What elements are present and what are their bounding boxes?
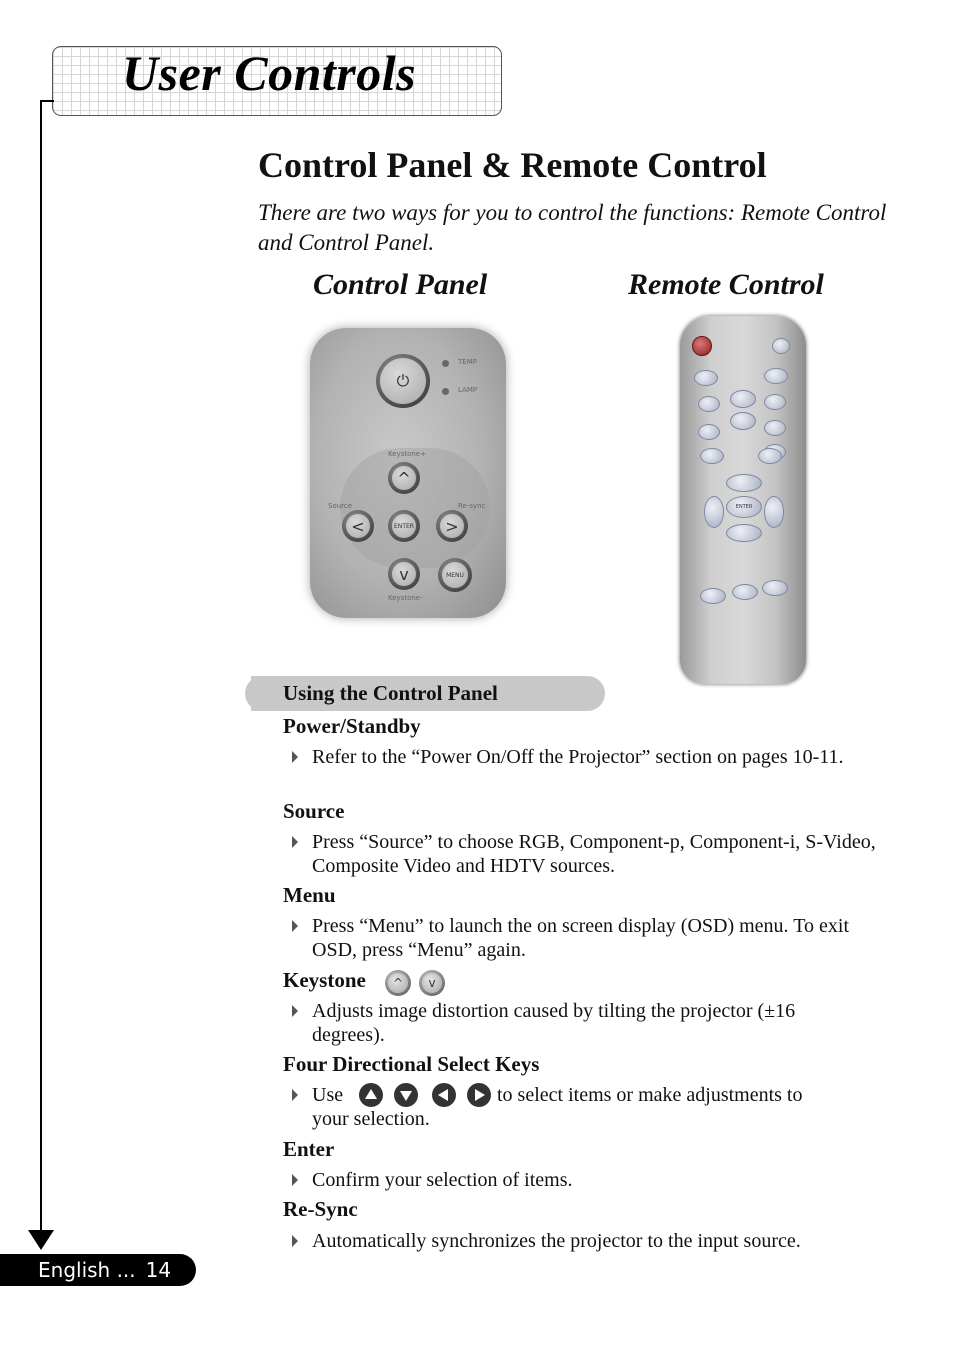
remote-up-button-image — [726, 474, 762, 492]
up-arrow-icon — [359, 1083, 383, 1107]
intro-text: There are two ways for you to control the functions: Remote Control and Control Panel. — [258, 200, 887, 255]
remote-button-image — [764, 394, 786, 410]
remote-button-image — [698, 424, 720, 440]
keystone-down-button-image — [388, 558, 420, 590]
remote-control-heading: Remote Control — [628, 268, 824, 301]
remote-power-button-image — [692, 336, 712, 356]
keystone-up-icon: ^ — [385, 970, 411, 996]
source-label: Source — [328, 502, 353, 510]
resync-heading: Re-Sync — [283, 1197, 358, 1221]
remote-button-image — [758, 448, 782, 464]
directional-text-after-line1 — [497, 1083, 867, 1107]
chevron-left-icon: < — [346, 514, 370, 538]
lamp-label: LAMP — [458, 386, 478, 394]
using-heading: Using the Control Panel — [283, 681, 498, 705]
resync-label: Re-sync — [458, 502, 486, 510]
remote-button-image — [762, 580, 788, 596]
power-icon: ⏻ — [380, 358, 426, 404]
remote-button-image — [730, 412, 756, 430]
temp-label: TEMP — [458, 358, 477, 366]
section-title: Control Panel & Remote Control — [258, 145, 767, 185]
remote-button-image — [764, 420, 786, 436]
chevron-down-icon: v — [392, 562, 416, 586]
down-arrow-icon — [28, 1230, 54, 1250]
page-title: User Controls — [122, 45, 417, 101]
directional-text-after: to select items or make adjustments to — [497, 1084, 803, 1106]
menu-text: Press “Menu” to launch the on screen display (OSD) menu. To exit OSD, press “Menu” again. — [312, 915, 850, 961]
power-button-image — [376, 354, 430, 408]
down-arrow-icon — [394, 1083, 418, 1107]
chevron-right-icon: > — [440, 514, 464, 538]
remote-button-image — [694, 370, 718, 386]
control-panel-heading: Control Panel — [313, 268, 488, 301]
left-arrow-icon — [432, 1083, 456, 1107]
enter-heading: Enter — [283, 1137, 335, 1161]
remote-right-button-image — [764, 496, 784, 528]
power-standby-text: Refer to the “Power On/Off the Projector” section on pages 10-11. — [312, 746, 844, 768]
keystone-heading: Keystone — [283, 968, 366, 992]
four-directional-heading: Four Directional Select Keys — [283, 1052, 540, 1076]
chevron-up-icon: ^ — [392, 466, 416, 490]
keystone-minus-label: Keystone- — [388, 594, 423, 602]
control-panel-image — [310, 328, 506, 618]
enter-label: ENTER — [392, 514, 416, 538]
remote-enter-button-image: ENTER — [726, 496, 762, 518]
resync-text: Automatically synchronizes the projector to the input source. — [312, 1230, 801, 1252]
right-arrow-icon — [467, 1083, 491, 1107]
temp-led — [442, 360, 449, 367]
remote-button-image — [698, 396, 720, 412]
remote-button-image — [700, 448, 724, 464]
footer-language: English ... — [38, 1258, 136, 1282]
directional-text-use: Use — [312, 1084, 344, 1106]
bullet-icon — [292, 1089, 298, 1101]
keystone-text: Adjusts image distortion caused by tilting the projector (±16 degrees). — [312, 1000, 796, 1046]
remote-button-image — [700, 588, 726, 604]
guide-line-top — [40, 100, 54, 102]
menu-heading: Menu — [283, 883, 336, 907]
bullet-icon — [292, 836, 298, 848]
enter-text: Confirm your selection of items. — [312, 1169, 573, 1191]
remote-top-right-button-image — [772, 338, 790, 354]
source-text: Press “Source” to choose RGB, Component-p, Component-i, S-Video, Composite Video and HDTV sources. — [312, 831, 876, 877]
guide-line — [40, 100, 42, 1234]
keystone-plus-label: Keystone+ — [388, 450, 426, 458]
power-standby-heading: Power/Standby — [283, 714, 421, 738]
remote-down-button-image — [726, 524, 762, 542]
remote-left-button-image — [704, 496, 724, 528]
footer-label — [38, 1256, 171, 1284]
enter-button-image — [388, 510, 420, 542]
remote-button-image — [732, 584, 758, 600]
page-number: 14 — [145, 1258, 172, 1282]
source-heading: Source — [283, 799, 345, 823]
menu-label: MENU — [442, 562, 468, 588]
remote-control-image — [680, 316, 806, 684]
remote-button-image — [730, 390, 756, 408]
bullet-icon — [292, 751, 298, 763]
bullet-icon — [292, 1235, 298, 1247]
keystone-down-icon: v — [419, 970, 445, 996]
left-button-image — [342, 510, 374, 542]
menu-button-image — [438, 558, 472, 592]
right-button-image — [436, 510, 468, 542]
bullet-icon — [292, 920, 298, 932]
remote-button-image — [764, 368, 788, 384]
directional-text-after-line2: your selection. — [312, 1108, 430, 1130]
bullet-icon — [292, 1174, 298, 1186]
bullet-icon — [292, 1005, 298, 1017]
lamp-led — [442, 388, 449, 395]
keystone-up-button-image — [388, 462, 420, 494]
